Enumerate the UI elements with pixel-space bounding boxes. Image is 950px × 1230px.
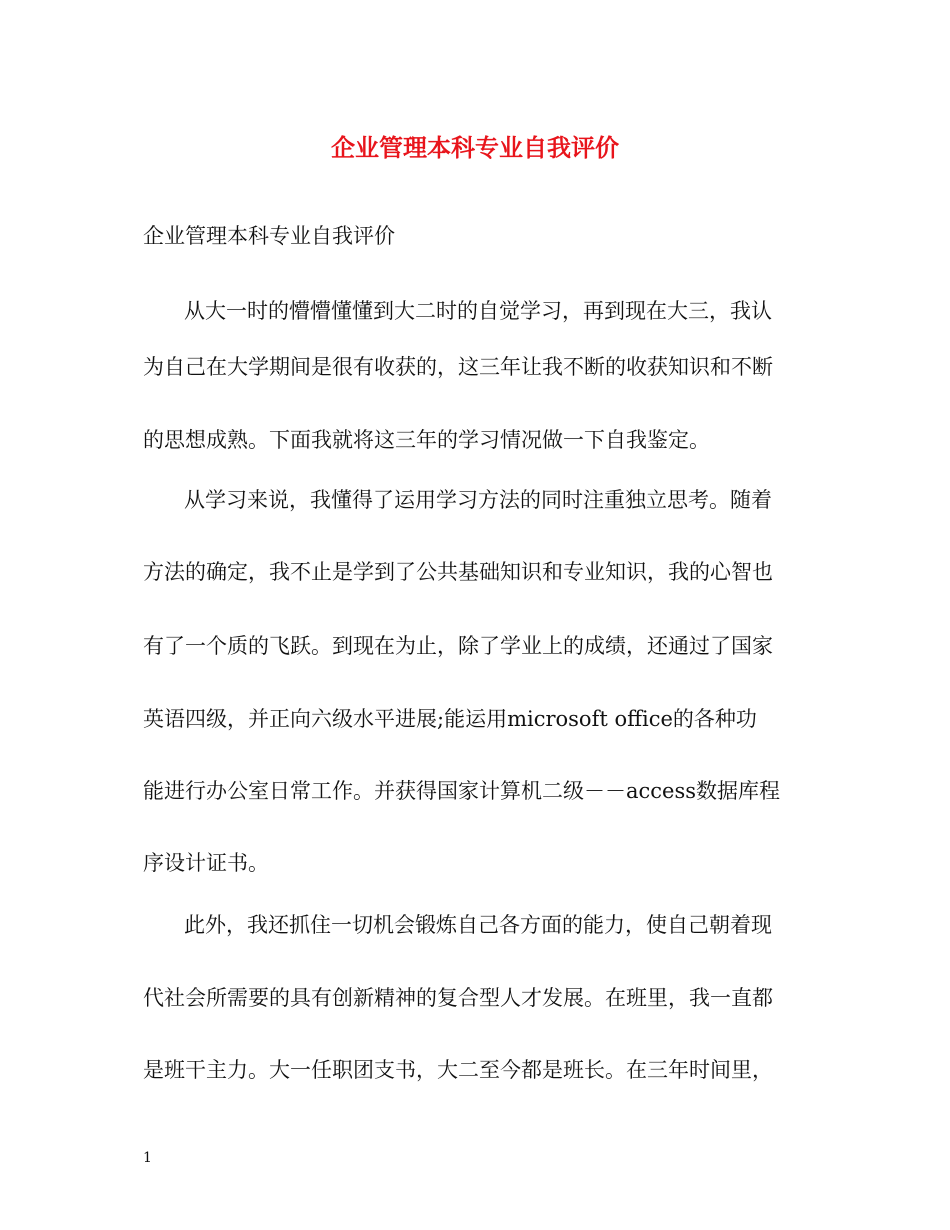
paragraph-line: 从大一时的懵懵懂懂到大二时的自觉学习，再到现在大三，我认 — [184, 299, 772, 323]
paragraph-line: 方法的确定，我不止是学到了公共基础知识和专业知识，我的心智也 — [143, 560, 773, 584]
paragraph-line: 能进行办公室日常工作。并获得国家计算机二级－－access数据库程 — [143, 779, 781, 803]
paragraph-line: 此外，我还抓住一切机会锻炼自己各方面的能力，使自己朝着现 — [184, 913, 772, 937]
paragraph-line: 英语四级，并正向六级水平进展;能运用microsoft office的各种功 — [143, 707, 757, 731]
paragraph-line: 从学习来说，我懂得了运用学习方法的同时注重独立思考。随着 — [184, 488, 772, 512]
paragraph-line: 序设计证书。 — [143, 851, 269, 875]
document-title: 企业管理本科专业自我评价 — [331, 133, 619, 162]
paragraph-line: 的思想成熟。下面我就将这三年的学习情况做一下自我鉴定。 — [143, 428, 710, 452]
paragraph-line: 是班干主力。大一任职团支书，大二至今都是班长。在三年时间里， — [143, 1058, 773, 1082]
paragraph-line: 代社会所需要的具有创新精神的复合型人才发展。在班里，我一直都 — [143, 986, 773, 1010]
paragraph-line: 为自己在大学期间是很有收获的，这三年让我不断的收获知识和不断 — [143, 355, 773, 379]
document-subtitle: 企业管理本科专业自我评价 — [143, 224, 395, 248]
paragraph-line: 有了一个质的飞跃。到现在为止，除了学业上的成绩，还通过了国家 — [143, 634, 773, 658]
page-number: 1 — [143, 1150, 152, 1166]
